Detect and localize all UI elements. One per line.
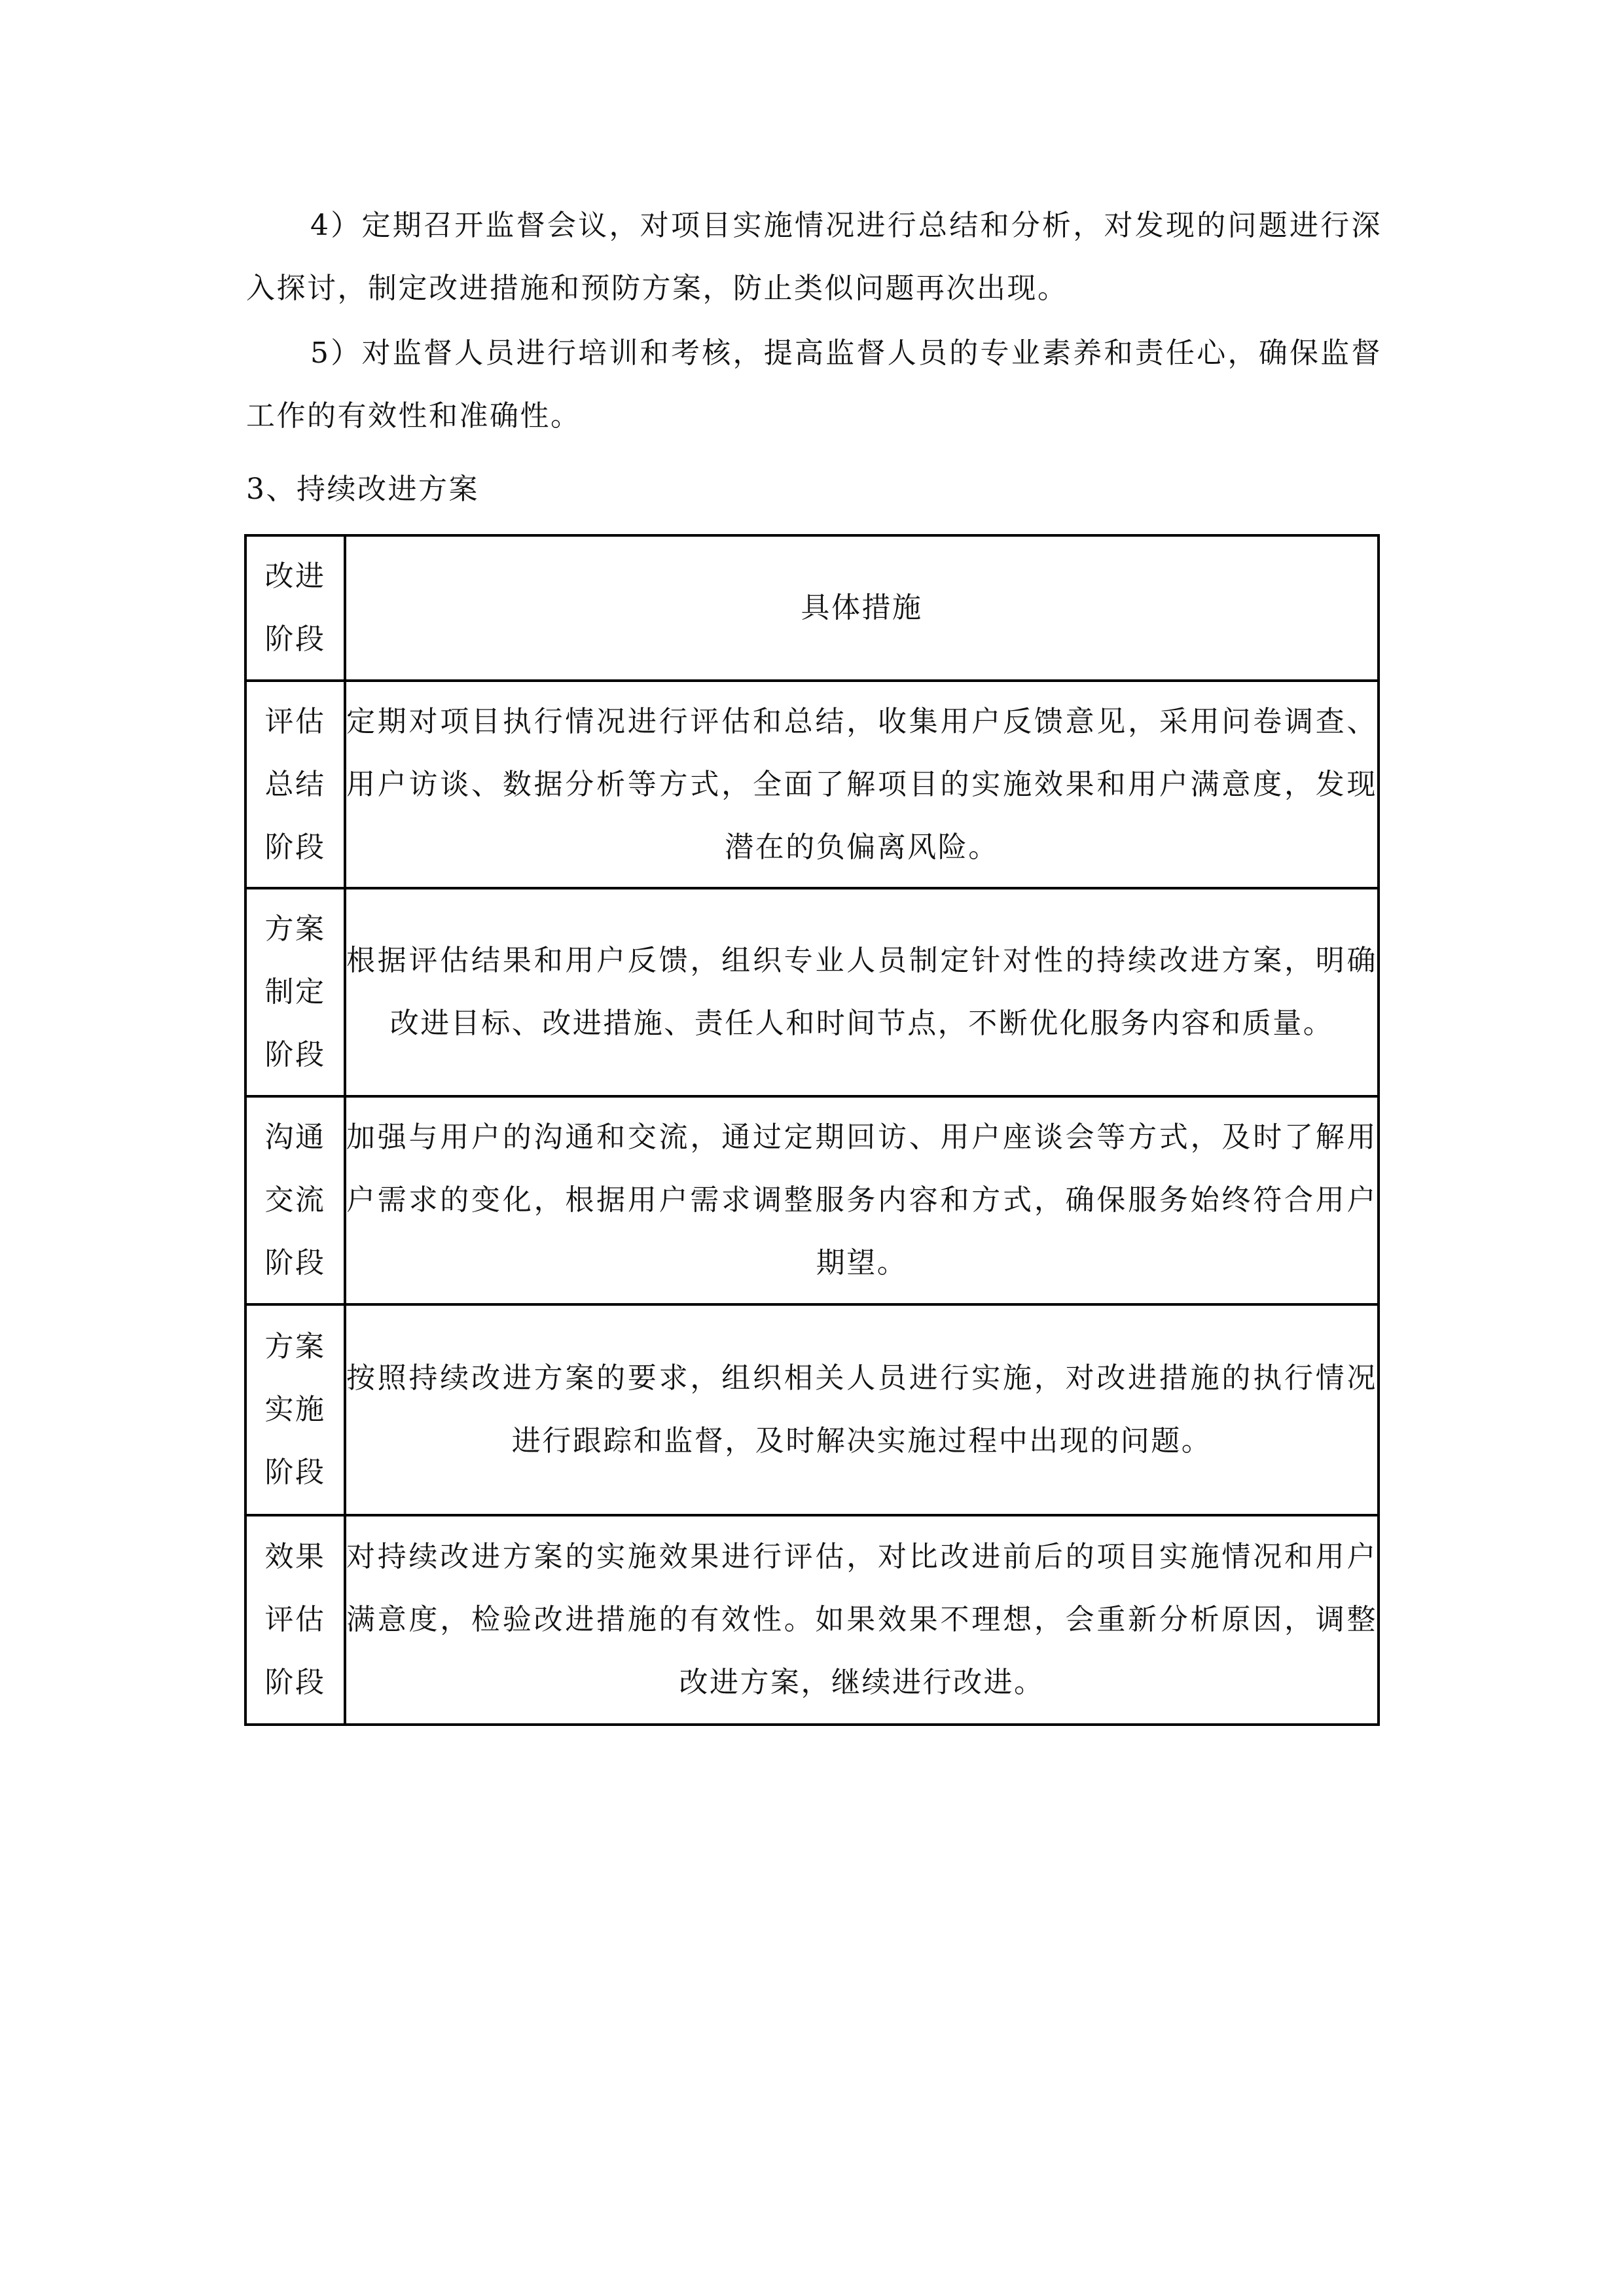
table-row bbox=[245, 1515, 1379, 1725]
stage-line: 效果 bbox=[264, 1540, 326, 1573]
continuous-improvement-table bbox=[244, 534, 1380, 1726]
stage-line: 阶段 bbox=[264, 1666, 326, 1699]
paragraph-item-4: 4）定期召开监督会议，对项目实施情况进行总结和分析，对发现的问题进行深入探讨，制定改进措施和预防方案，防止类似问题再次出现。 bbox=[246, 209, 1382, 305]
table-row bbox=[245, 1304, 1379, 1515]
stage-line: 评估 bbox=[264, 704, 326, 738]
stage-line: 阶段 bbox=[264, 1456, 326, 1489]
stage-cell bbox=[245, 1096, 345, 1304]
header-stage-line: 改进 bbox=[264, 560, 326, 593]
stage-line: 沟通 bbox=[264, 1121, 326, 1154]
table-header-row bbox=[245, 535, 1379, 681]
stage-cell bbox=[245, 1515, 345, 1725]
stage-line: 阶段 bbox=[264, 1038, 326, 1071]
table-row bbox=[245, 681, 1379, 888]
stage-cell bbox=[245, 681, 345, 888]
measures-cell: 对持续改进方案的实施效果进行评估，对比改进前后的项目实施情况和用户满意度，检验改进措施的有效性。如果效果不理想，会重新分析原因，调整改进方案，继续进行改进。 bbox=[345, 1515, 1379, 1725]
table-row bbox=[245, 1096, 1379, 1304]
header-stage-cell bbox=[245, 535, 345, 681]
stage-cell bbox=[245, 1304, 345, 1515]
stage-cell bbox=[245, 888, 345, 1096]
stage-line: 阶段 bbox=[264, 830, 326, 864]
header-measures-cell: 具体措施 bbox=[345, 535, 1379, 681]
measures-cell: 定期对项目执行情况进行评估和总结，收集用户反馈意见，采用问卷调查、用户访谈、数据分析等方式，全面了解项目的实施效果和用户满意度，发现潜在的负偏离风险。 bbox=[345, 681, 1379, 888]
stage-line: 总结 bbox=[264, 767, 326, 801]
stage-line: 阶段 bbox=[264, 1246, 326, 1280]
table-row bbox=[245, 888, 1379, 1096]
header-stage-line: 阶段 bbox=[264, 622, 326, 656]
stage-line: 交流 bbox=[264, 1183, 326, 1217]
stage-line: 实施 bbox=[264, 1393, 326, 1426]
stage-line: 方案 bbox=[264, 1330, 326, 1363]
stage-line: 方案 bbox=[264, 912, 326, 946]
measures-cell: 加强与用户的沟通和交流，通过定期回访、用户座谈会等方式，及时了解用户需求的变化，根据用户需求调整服务内容和方式，确保服务始终符合用户期望。 bbox=[345, 1096, 1379, 1304]
stage-line: 制定 bbox=[264, 975, 326, 1009]
stage-line: 评估 bbox=[264, 1603, 326, 1636]
paragraph-item-5: 5）对监督人员进行培训和考核，提高监督人员的专业素养和责任心，确保监督工作的有效性和准确性。 bbox=[246, 336, 1382, 433]
measures-cell: 按照持续改进方案的要求，组织相关人员进行实施，对改进措施的执行情况进行跟踪和监督，及时解决实施过程中出现的问题。 bbox=[345, 1304, 1379, 1515]
section-heading: 3、持续改进方案 bbox=[246, 473, 479, 506]
measures-cell: 根据评估结果和用户反馈，组织专业人员制定针对性的持续改进方案，明确改进目标、改进措施、责任人和时间节点，不断优化服务内容和质量。 bbox=[345, 888, 1379, 1096]
